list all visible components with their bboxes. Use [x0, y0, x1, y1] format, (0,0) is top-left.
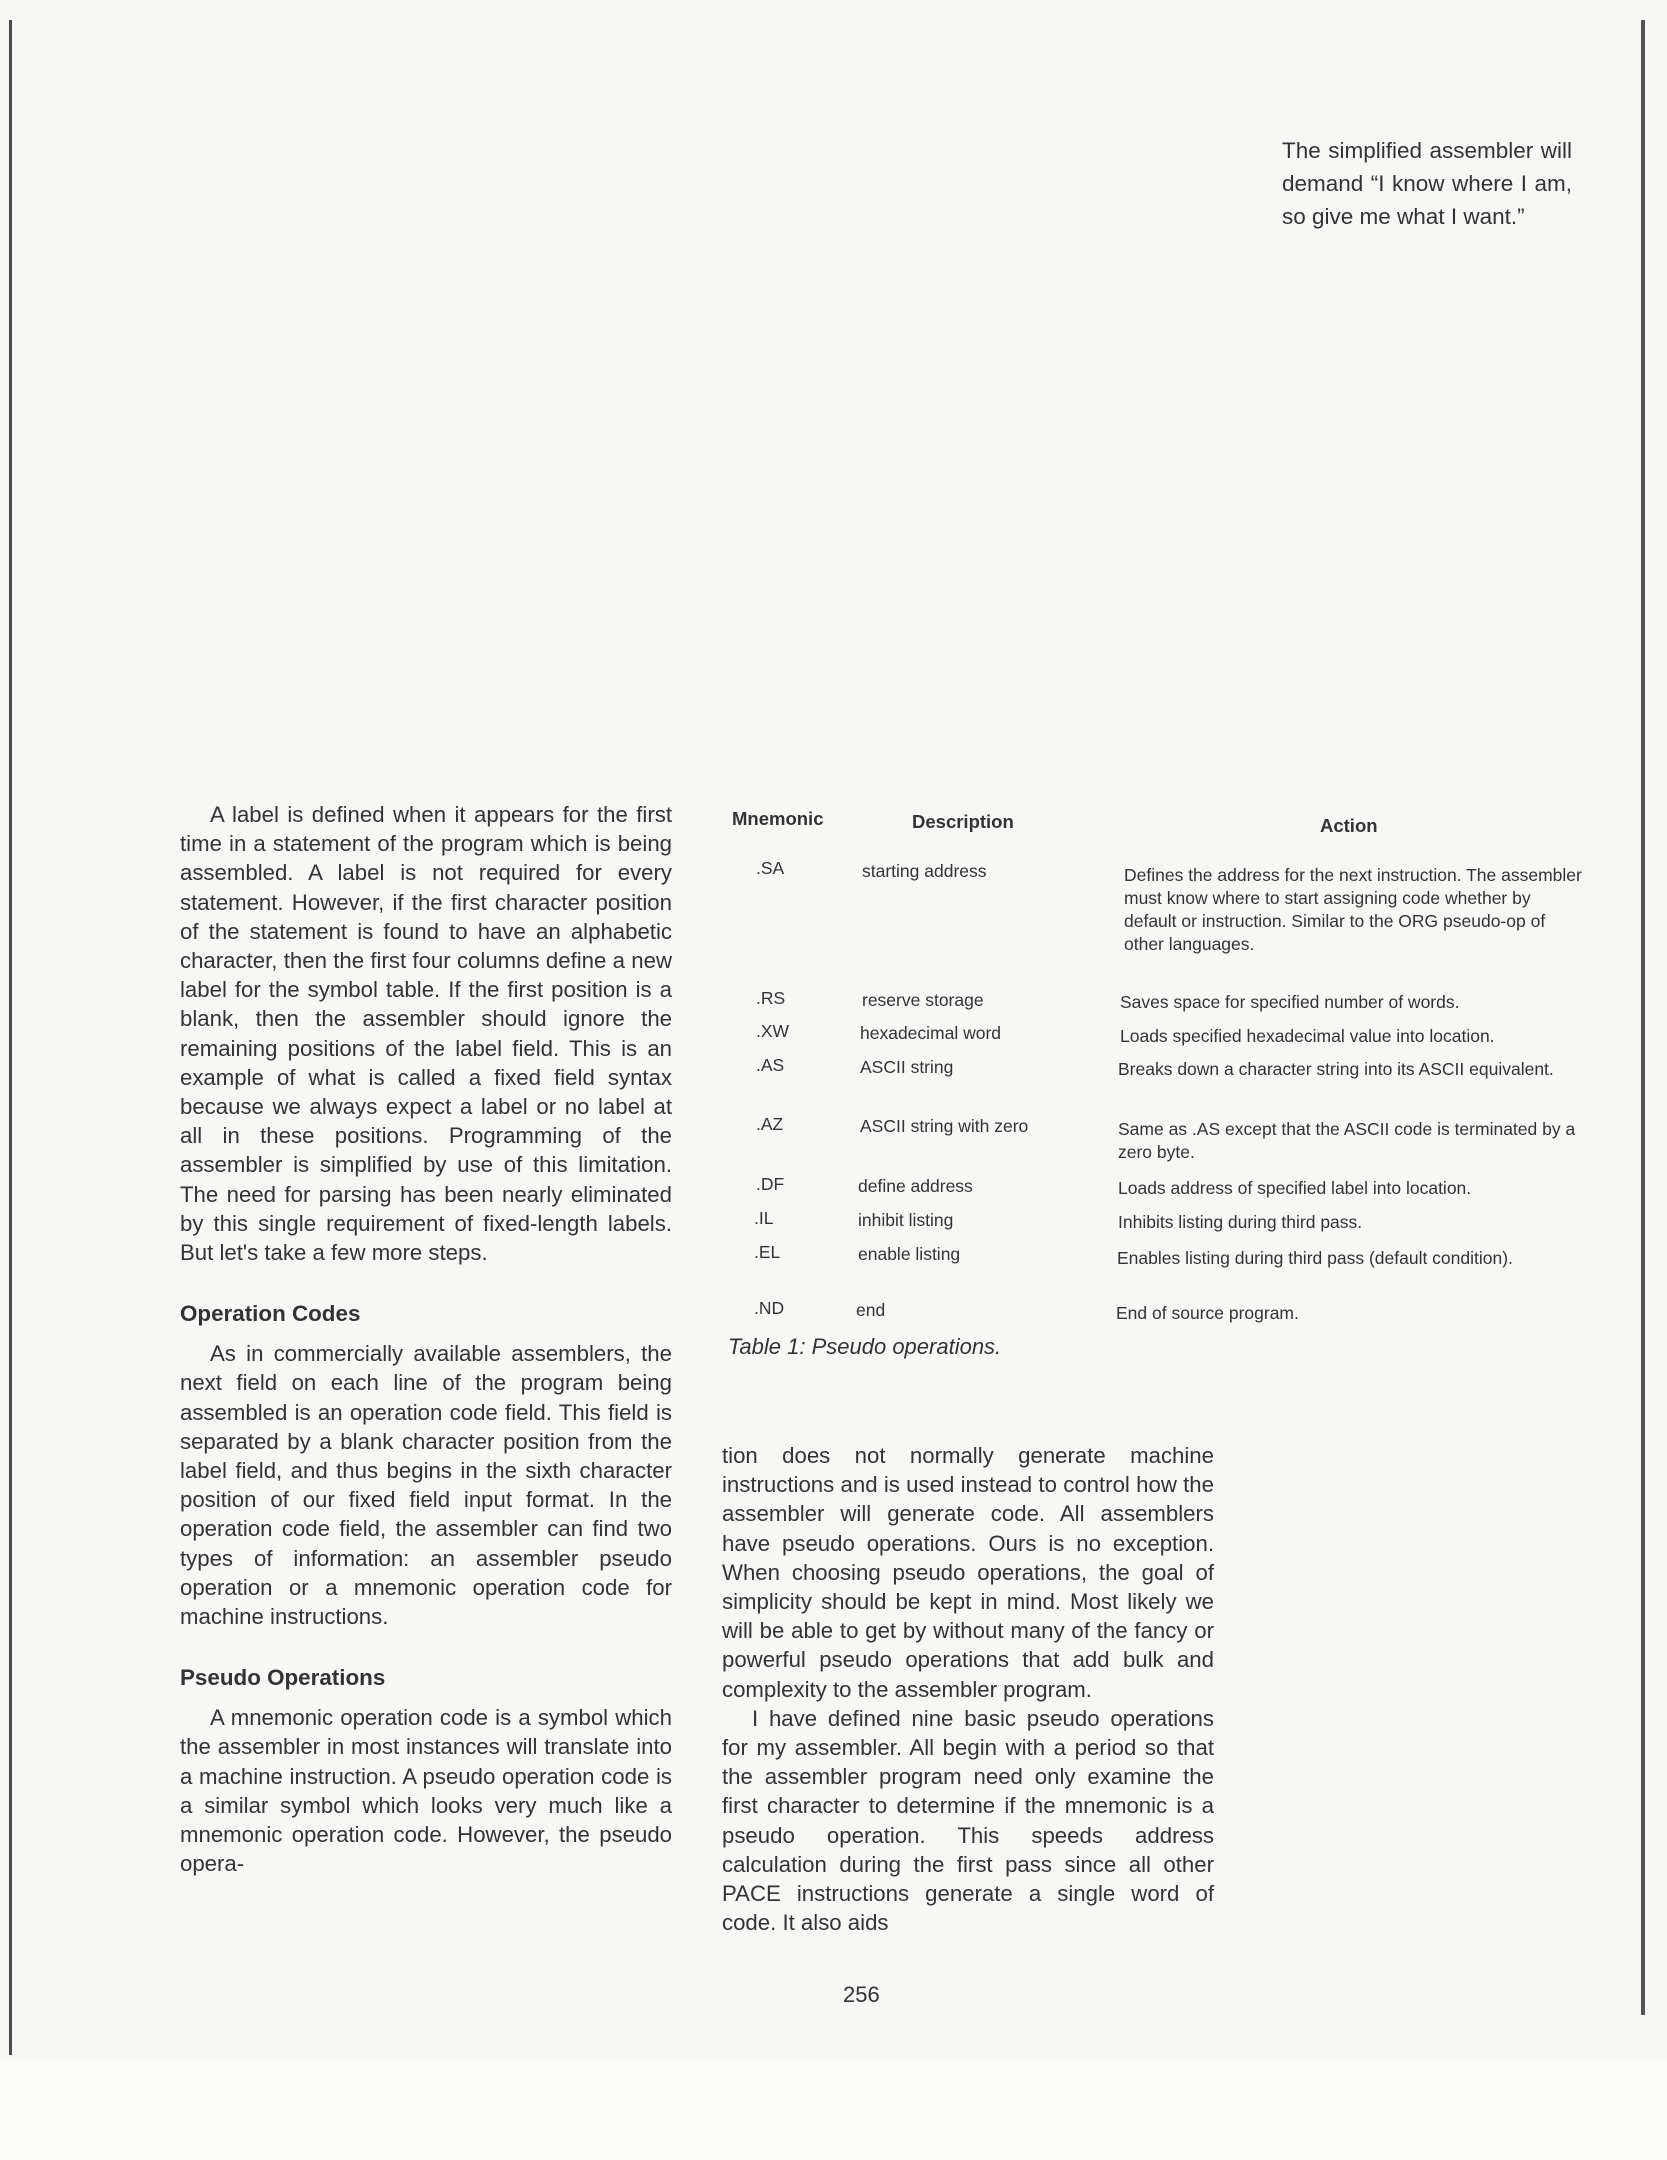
row-nd-mnemonic: .ND	[754, 1298, 785, 1318]
section-heading: Pseudo Operations	[180, 1665, 386, 1691]
row-sa-mnemonic: .SA	[756, 858, 785, 878]
left-margin-rule	[9, 20, 12, 2055]
row-as-action: Breaks down a character string into its ASCII equivalent.	[1118, 1059, 1554, 1079]
row-rs-action: Saves space for specified number of words.	[1120, 992, 1460, 1012]
row-el-action: Enables listing during third pass (default condition).	[1117, 1248, 1513, 1268]
row-df-description: define address	[858, 1176, 973, 1196]
row-az-description: ASCII string with zero	[860, 1116, 1029, 1136]
row-df-action: Loads address of specified label into location.	[1118, 1178, 1472, 1198]
pseudo-operations-table	[720, 800, 1580, 1370]
left-column-paragraph: A label is defined when it appears for the first time in a statement of the program which is being assembled. A label is not required for every statement. However, if the first character position of the statement is found to have an alphabetic character, then the first four columns define a new label for the symbol table. If the first position is a blank, then the assembler should ignore the remaining positions of the label field. This is an example of what is called a fixed field syntax because we always expect a label or no label at all in these positions. Programming of the assembler is simplified by use of this limitation. The need for parsing has been nearly eliminated by this single requirement of fixed-length labels. But let's take a few more steps.	[180, 802, 672, 1266]
row-xw-action: Loads specified hexadecimal value into location.	[1120, 1026, 1495, 1046]
right-column-paragraph: I have defined nine basic pseudo operations for my assembler. All begin with a period so that the assembler program need only examine the first character to determine if the mnemonic is a pseudo operation. This speeds address calculation during the first pass since all other PACE instructions generate a single word of code. It also aids	[722, 1705, 1214, 1936]
row-rs-description: reserve storage	[862, 990, 984, 1010]
row-il-description: inhibit listing	[858, 1210, 954, 1230]
left-text-column	[180, 800, 672, 1879]
page-bottom-margin	[0, 2060, 1667, 2160]
left-column-paragraph: A mnemonic operation code is a symbol which the assembler in most instances will translate into a machine instruction. A pseudo operation code is a similar symbol which looks very much like a mnemonic operation code. However, the pseudo opera-	[180, 1705, 672, 1877]
row-el-mnemonic: .EL	[754, 1242, 781, 1262]
right-column-paragraph: tion does not normally generate machine instructions and is used instead to control how the assembler will generate code. All assemblers have pseudo operations. Ours is no exception. When choosing pseudo operations, the goal of simplicity should be kept in mind. Most likely we will be able to get by without many of the fancy or powerful pseudo operations that add bulk and complexity to the assembler program.	[722, 1443, 1214, 1702]
header-description: Description	[912, 811, 1014, 832]
left-column-paragraph: As in commercially available assemblers, the next field on each line of the program being assembled is an operation code field. This field is separated by a blank character position from the label field, and thus begins in the sixth character position of our fixed field input format. In the operation code field, the assembler can find two types of information: an assembler pseudo operation or a mnemonic operation code for machine instructions.	[180, 1341, 672, 1630]
row-az-action: Same as .AS except that the ASCII code is terminated by a zero byte.	[1118, 1119, 1576, 1162]
row-sa-action: Defines the address for the next instruction. The assembler must know where to start assigning code whether by default or instruction. Similar to the ORG pseudo-op of other languages.	[1124, 865, 1582, 954]
table-caption: Table 1: Pseudo operations.	[728, 1334, 1002, 1359]
row-nd-description: end	[856, 1300, 886, 1320]
row-as-mnemonic: .AS	[756, 1055, 785, 1075]
right-text-column	[722, 1441, 1214, 1937]
row-el-description: enable listing	[858, 1244, 961, 1264]
row-il-action: Inhibits listing during third pass.	[1118, 1212, 1363, 1232]
row-xw-description: hexadecimal word	[860, 1023, 1002, 1043]
row-il-mnemonic: .IL	[754, 1208, 774, 1228]
pull-quote: The simplified assembler will demand “I know where I am, so give me what I want.”	[1282, 138, 1572, 229]
page-number: 256	[843, 1982, 880, 2007]
row-as-description: ASCII string	[860, 1057, 954, 1077]
row-xw-mnemonic: .XW	[756, 1021, 790, 1041]
header-mnemonic: Mnemonic	[732, 808, 824, 829]
row-sa-description: starting address	[862, 861, 987, 881]
header-action: Action	[1320, 815, 1378, 836]
section-heading: Operation Codes	[180, 1301, 361, 1327]
row-df-mnemonic: .DF	[756, 1174, 785, 1194]
row-nd-action: End of source program.	[1116, 1303, 1299, 1323]
row-az-mnemonic: .AZ	[756, 1114, 784, 1134]
row-rs-mnemonic: .RS	[756, 988, 786, 1008]
right-margin-rule	[1641, 20, 1645, 2015]
